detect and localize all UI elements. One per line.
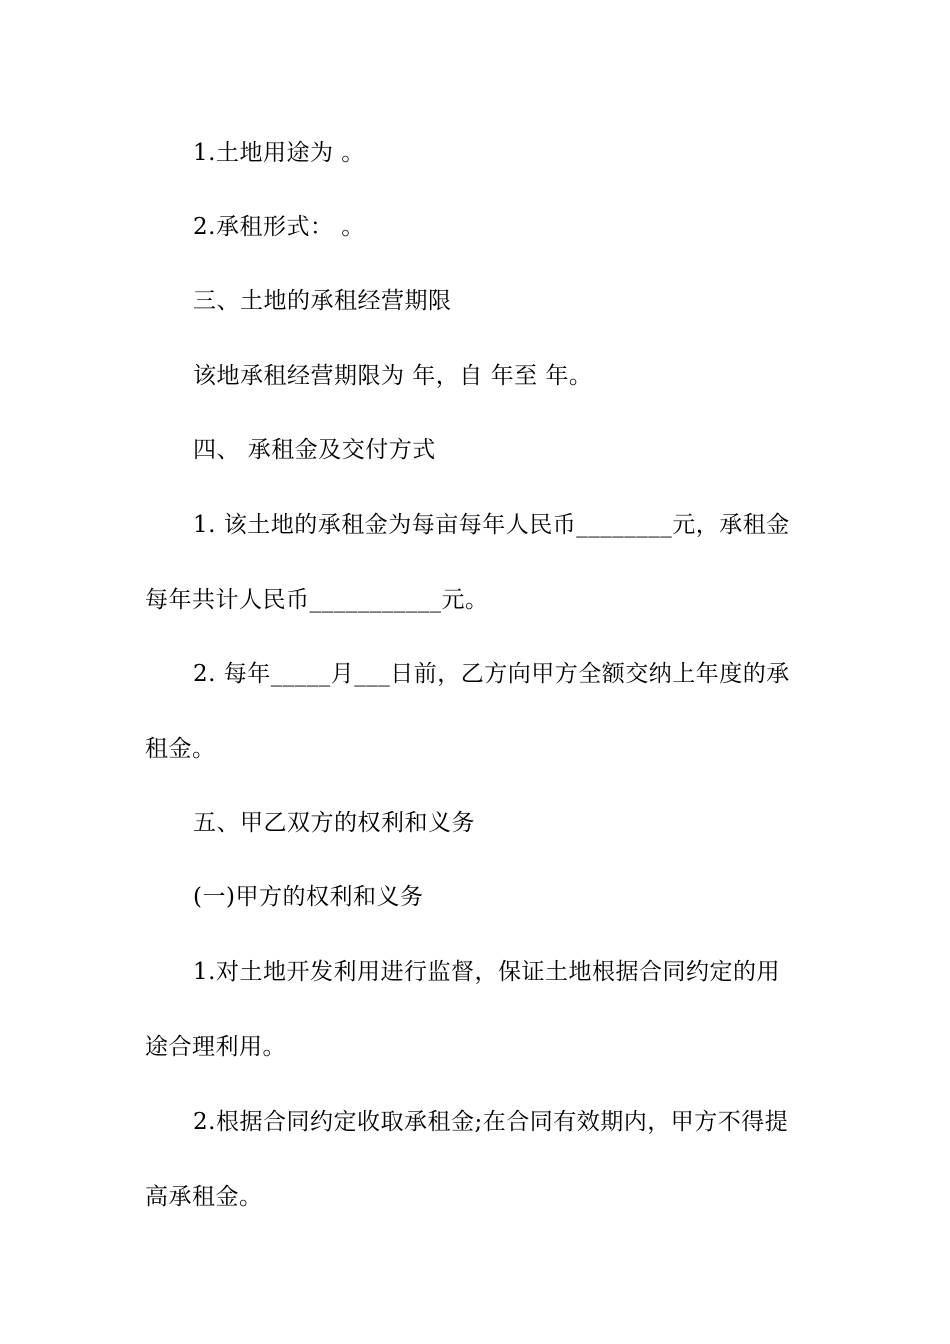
party-a-duty-1-line-1: 1.对土地开发利用进行监督，保证土地根据合同约定的用: [193, 959, 780, 985]
section-4-heading: 四、 承租金及交付方式: [193, 437, 436, 463]
land-use-clause: 1.土地用途为 。: [193, 140, 365, 166]
lease-form-clause: 2.承租形式： 。: [193, 214, 365, 240]
party-a-subheading: (一)甲方的权利和义务: [193, 884, 424, 910]
party-a-duty-2-line-1: 2.根据合同约定收取承租金;在合同有效期内，甲方不得提: [193, 1109, 789, 1135]
section-3-heading: 三、土地的承租经营期限: [193, 288, 452, 314]
section-5-heading: 五、甲乙双方的权利和义务: [193, 810, 475, 836]
rent-clause-line-2: 每年共计人民币___________元。: [145, 587, 489, 613]
rent-clause-line-1: 1. 该土地的承租金为每亩每年人民币________元，承租金: [193, 512, 790, 538]
party-a-duty-2-line-2: 高承租金。: [145, 1184, 263, 1210]
payment-date-clause-line-2: 租金。: [145, 736, 216, 762]
payment-date-clause-line-1: 2. 每年_____月___日前，乙方向甲方全额交纳上年度的承: [193, 661, 790, 687]
party-a-duty-1-line-2: 途合理利用。: [145, 1034, 286, 1060]
lease-term-clause: 该地承租经营期限为 年，自 年至 年。: [193, 363, 593, 389]
